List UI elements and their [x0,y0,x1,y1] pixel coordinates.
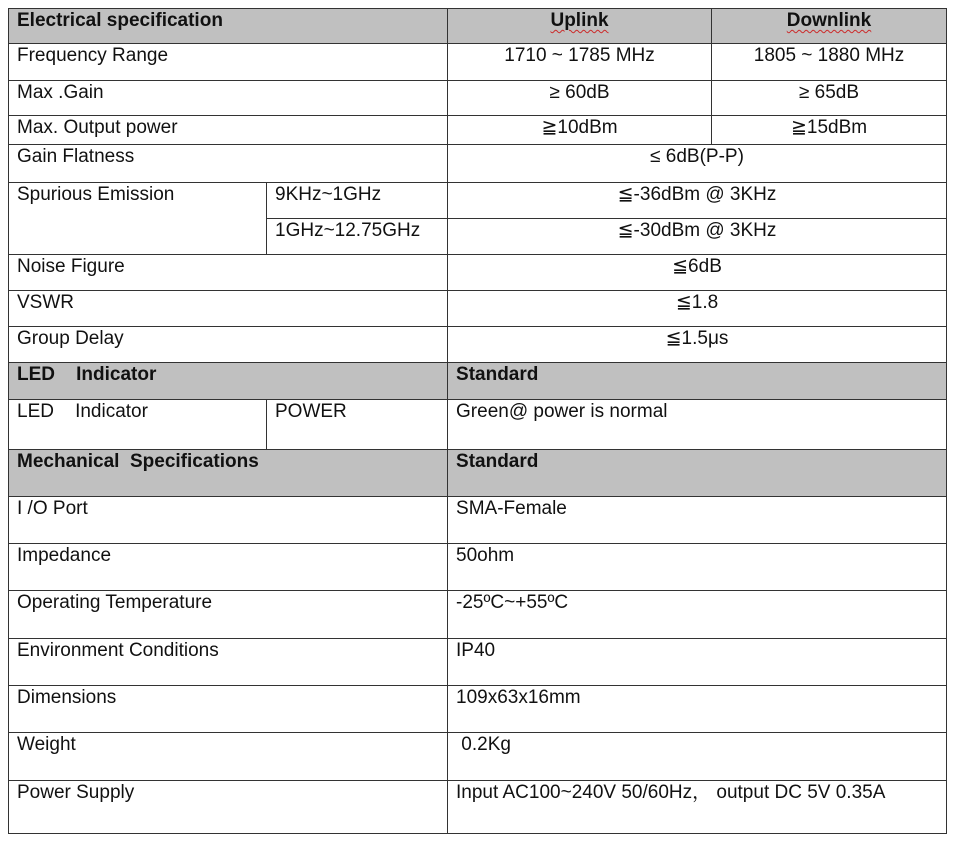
gain-flatness-value: ≤ 6dB(P-P) [448,145,947,183]
mechanical-row [9,497,947,544]
mechanical-row [9,733,947,781]
group-delay-value: ≦1.5μs [448,327,947,363]
max-output-power-downlink: ≧15dBm [712,116,947,145]
led-indicator-label: LED Indicator [9,400,267,450]
mechanical-row [9,591,947,639]
led-standard-header: Standard [448,363,947,400]
max-output-power-label: Max. Output power [9,116,448,145]
led-indicator-value: Green@ power is normal [448,400,947,450]
dimensions-label: Dimensions [9,686,448,733]
gain-flatness-label: Gain Flatness [9,145,448,183]
impedance-value: 50ohm [448,544,947,591]
max-output-power-row [9,116,947,145]
gain-flatness-row [9,145,947,183]
spurious-value-1: ≦-36dBm @ 3KHz [448,183,947,219]
electrical-section-title: Electrical specification [9,9,448,44]
weight-label: Weight [9,733,448,781]
spurious-band-2: 1GHz~12.75GHz [267,219,448,255]
electrical-header-row [9,9,947,44]
led-power-label: POWER [267,400,448,450]
frequency-range-row [9,44,947,81]
mechanical-row [9,781,947,834]
environment-conditions-value: IP40 [448,639,947,686]
vswr-label: VSWR [9,291,448,327]
power-supply-label: Power Supply [9,781,448,834]
specification-table [8,8,947,834]
spurious-band-1: 9KHz~1GHz [267,183,448,219]
max-gain-row [9,81,947,116]
io-port-label: I /O Port [9,497,448,544]
mechanical-row [9,544,947,591]
spurious-emission-row-1 [9,183,947,219]
max-gain-uplink: ≥ 60dB [448,81,712,116]
mechanical-section-title: Mechanical Specifications [9,450,448,497]
operating-temperature-label: Operating Temperature [9,591,448,639]
frequency-range-uplink: 1710 ~ 1785 MHz [448,44,712,81]
mechanical-standard-header: Standard [448,450,947,497]
mechanical-row [9,686,947,733]
noise-figure-label: Noise Figure [9,255,448,291]
impedance-label: Impedance [9,544,448,591]
max-gain-label: Max .Gain [9,81,448,116]
max-output-power-uplink: ≧10dBm [448,116,712,145]
vswr-row [9,291,947,327]
max-gain-downlink: ≥ 65dB [712,81,947,116]
frequency-range-label: Frequency Range [9,44,448,81]
dimensions-value: 109x63x16mm [448,686,947,733]
environment-conditions-label: Environment Conditions [9,639,448,686]
uplink-header: Uplink [448,9,712,44]
led-section-title: LED Indicator [9,363,448,400]
frequency-range-downlink: 1805 ~ 1880 MHz [712,44,947,81]
spurious-value-2: ≦-30dBm @ 3KHz [448,219,947,255]
noise-figure-value: ≦6dB [448,255,947,291]
mechanical-row [9,639,947,686]
led-indicator-row [9,400,947,450]
group-delay-label: Group Delay [9,327,448,363]
led-header-row [9,363,947,400]
io-port-value: SMA-Female [448,497,947,544]
power-supply-value: Input AC100~240V 50/60Hz， output DC 5V 0.35A [448,781,947,834]
group-delay-row [9,327,947,363]
spurious-emission-label: Spurious Emission [9,183,267,255]
operating-temperature-value: -25ºC~+55ºC [448,591,947,639]
vswr-value: ≦1.8 [448,291,947,327]
mechanical-header-row [9,450,947,497]
weight-value: 0.2Kg [448,733,947,781]
noise-figure-row [9,255,947,291]
downlink-header: Downlink [712,9,947,44]
